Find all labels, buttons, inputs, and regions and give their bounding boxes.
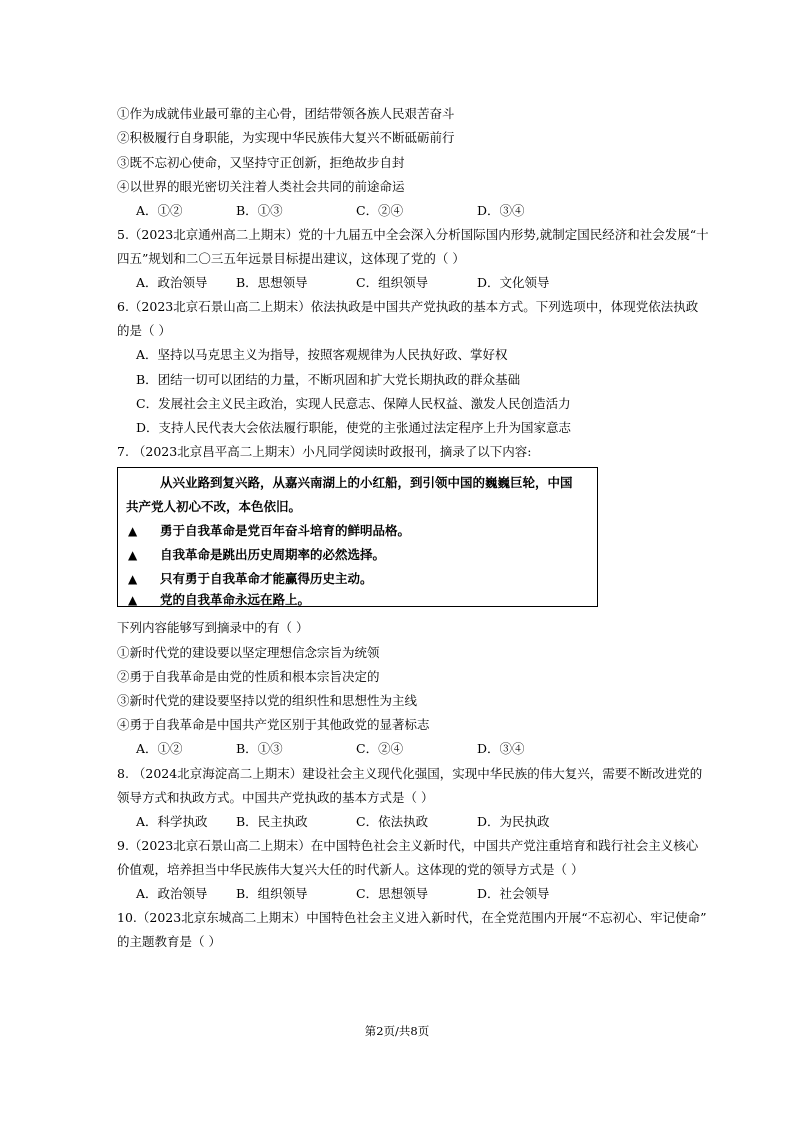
q7-text-line1: 7. （2023北京昌平高二上期末）小凡同学阅读时政报刊，摘录了以下内容: <box>117 444 532 459</box>
q9-option-b: B．组织领导 <box>236 886 308 901</box>
excerpt-item-2: 自我革命是跳出历史周期率的必然选择。 <box>160 547 386 562</box>
prev-item-1: ①作为成就伟业最可靠的主心骨，团结带领各族人民艰苦奋斗 <box>117 106 455 121</box>
prev-option-d: D．③④ <box>477 203 525 218</box>
q6-option-c: C．发展社会主义民主政治，实现人民意志、保障人民权益、激发人民创造活力 <box>136 396 571 411</box>
q6-option-d: D．支持人民代表大会依法履行职能，使党的主张通过法定程序上升为国家意志 <box>136 420 572 435</box>
page-number-footer: 第2页/共8页 <box>364 1024 430 1038</box>
q9-option-a: A．政治领导 <box>136 886 208 901</box>
excerpt-item-1: 勇于自我革命是党百年奋斗培育的鲜明品格。 <box>160 523 411 538</box>
q10-text-line2: 的主题教育是（ ） <box>117 934 221 949</box>
q5-option-b: B．思想领导 <box>236 275 308 290</box>
q8-text-line2: 领导方式和执政方式。中国共产党执政的基本方式是（ ） <box>117 790 434 805</box>
q7-option-b: B．①③ <box>236 741 283 756</box>
q5-option-d: D．文化领导 <box>477 275 550 290</box>
q8-option-d: D．为民执政 <box>477 814 550 829</box>
excerpt-line1: 从兴业路到复兴路，从嘉兴南湖上的小红船，到引领中国的巍巍巨轮，中国 <box>160 475 573 490</box>
q7-item-3: ③新时代党的建设要坚持以党的组织性和思想性为主线 <box>117 693 418 708</box>
prev-item-3: ③既不忘初心使命，又坚持守正创新，拒绝故步自封 <box>117 155 405 170</box>
q6-option-a: A．坚持以马克思主义为指导，按照客观规律为人民执好政、掌好权 <box>136 347 508 362</box>
q8-option-b: B．民主执政 <box>236 814 308 829</box>
triangle-bullet-icon: ▲ <box>128 548 138 562</box>
q7-excerpt-box <box>117 467 598 607</box>
q7-item-2: ②勇于自我革命是由党的性质和根本宗旨决定的 <box>117 669 380 684</box>
q7-option-c: C．②④ <box>356 741 404 756</box>
prev-option-c: C．②④ <box>356 203 404 218</box>
q8-text-line1: 8. （2024北京海淀高二上期末）建设社会主义现代化强国，实现中华民族的伟大复兴，需要不断改进党的 <box>117 766 703 781</box>
q9-option-d: D．社会领导 <box>477 886 550 901</box>
q8-option-c: C．依法执政 <box>356 814 429 829</box>
q10-text-line1: 10.（2023北京东城高二上期末）中国特色社会主义进入新时代，在全党范围内开展“不忘初心、牢记使命” <box>117 910 707 925</box>
triangle-bullet-icon: ▲ <box>128 524 138 538</box>
prev-item-2: ②积极履行自身职能，为实现中华民族伟大复兴不断砥砺前行 <box>117 130 455 145</box>
q6-option-b: B．团结一切可以团结的力量，不断巩固和扩大党长期执政的群众基础 <box>136 372 521 387</box>
q9-text-line1: 9.（2023北京石景山高二上期末）在中国特色社会主义新时代，中国共产党注重培育和践行社会主义核心 <box>117 838 699 853</box>
excerpt-item-4: 党的自我革命永远在路上。 <box>160 592 311 607</box>
q6-text-line1: 6.（2023北京石景山高二上期末）依法执政是中国共产党执政的基本方式。下列选项中，体现党依法执政 <box>117 299 699 314</box>
prev-item-4: ④以世界的眼光密切关注着人类社会共同的前途命运 <box>117 179 405 194</box>
q9-text-line2: 价值观，培养担当中华民族伟大复兴大任的时代新人。这体现的党的领导方式是（ ） <box>117 862 584 877</box>
q7-item-1: ①新时代党的建设要以坚定理想信念宗旨为统领 <box>117 645 380 660</box>
triangle-bullet-icon: ▲ <box>128 572 138 586</box>
q7-option-d: D．③④ <box>477 741 525 756</box>
q5-text-line1: 5.（2023北京通州高二上期末）党的十九届五中全会深入分析国际国内形势,就制定国民经济和社会发展“十 <box>117 227 709 242</box>
q7-prompt: 下列内容能够写到摘录中的有（ ） <box>117 620 309 635</box>
prev-option-b: B．①③ <box>236 203 283 218</box>
excerpt-line2: 共产党人初心不改，本色依旧。 <box>126 499 302 514</box>
q7-option-a: A．①② <box>136 741 183 756</box>
q8-option-a: A．科学执政 <box>136 814 208 829</box>
q9-option-c: C．思想领导 <box>356 886 429 901</box>
excerpt-item-3: 只有勇于自我革命才能赢得历史主动。 <box>160 571 373 586</box>
q5-option-c: C．组织领导 <box>356 275 429 290</box>
q5-option-a: A．政治领导 <box>136 275 208 290</box>
q6-text-line2: 的是（ ） <box>117 323 171 338</box>
prev-option-a: A．①② <box>136 203 183 218</box>
triangle-bullet-icon: ▲ <box>128 593 138 607</box>
q5-text-line2: 四五”规划和二〇三五年远景目标提出建议，这体现了党的（ ） <box>117 251 465 266</box>
q7-item-4: ④勇于自我革命是中国共产党区别于其他政党的显著标志 <box>117 717 430 732</box>
